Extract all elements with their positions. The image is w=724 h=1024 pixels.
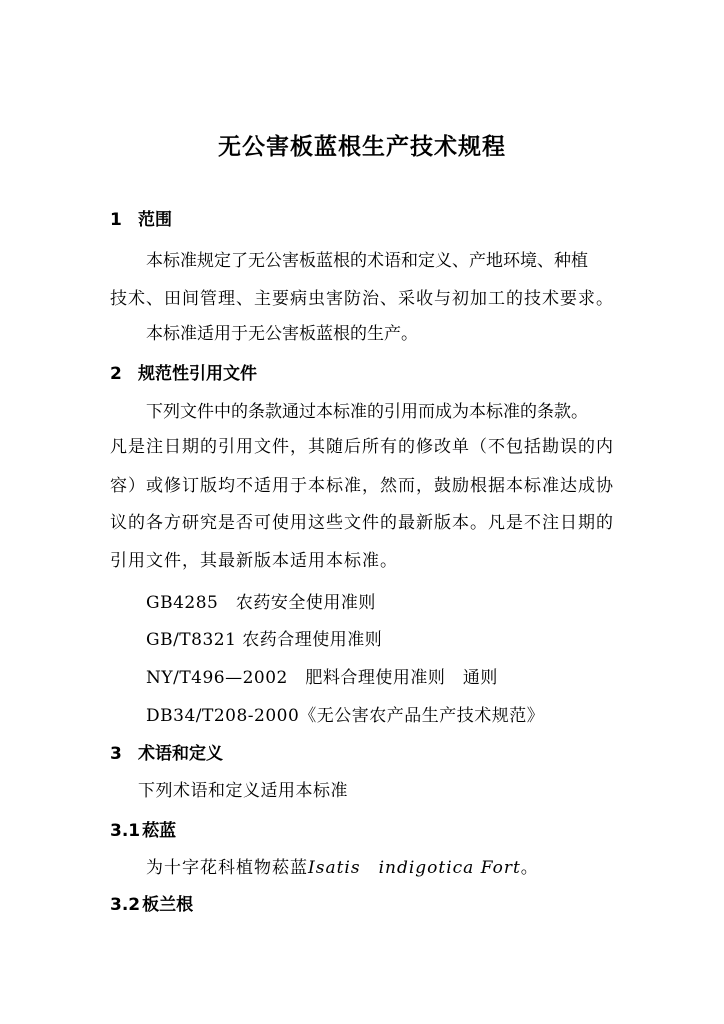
latin-name: Isatis indigotica Fort (308, 858, 521, 878)
paragraph-line: 容）或修订版均不适用于本标准，然而，鼓励根据本标准达成协 (110, 476, 614, 496)
subsection-title: 板兰根 (142, 895, 194, 915)
paragraph-line: 引用文件，其最新版本适用本标准。 (110, 551, 398, 571)
section-number: 2 (110, 364, 122, 384)
section-number: 1 (110, 210, 122, 230)
paragraph-line: 凡是注日期的引用文件，其随后所有的修改单（不包括勘误的内 (110, 437, 614, 457)
section-1-heading (110, 209, 172, 231)
section-title: 范围 (138, 210, 172, 230)
section-number: 3 (110, 744, 122, 764)
subsection-3-2-heading (110, 894, 193, 916)
subsection-title: 菘蓝 (142, 821, 177, 841)
reference-item: DB34/T208-2000《无公害农产品生产技术规范》 (146, 706, 545, 726)
section-title: 术语和定义 (138, 744, 223, 764)
section-title: 规范性引用文件 (138, 364, 257, 384)
paragraph-line: 本标准规定了无公害板蓝根的术语和定义、产地环境、种植 (146, 251, 588, 271)
section-3-heading (110, 743, 223, 765)
definition-line (146, 857, 538, 879)
paragraph-line: 下列术语和定义适用本标准 (138, 781, 348, 801)
subsection-number: 3.1 (110, 821, 141, 841)
section-2-heading (110, 363, 257, 385)
paragraph-line: 下列文件中的条款通过本标准的引用而成为本标准的条款。 (146, 402, 588, 422)
paragraph-line: 技术、田间管理、主要病虫害防治、采收与初加工的技术要求。 (110, 289, 614, 309)
reference-item: NY/T496—2002 肥料合理使用准则 通则 (146, 668, 498, 688)
subsection-3-1-heading (110, 820, 176, 842)
definition-text-end: 。 (520, 858, 538, 878)
definition-text: 为十字花科植物菘蓝 (146, 858, 308, 878)
document-title: 无公害板蓝根生产技术规程 (218, 134, 506, 160)
reference-item: GB/T8321 农药合理使用准则 (146, 630, 383, 650)
paragraph-line: 本标准适用于无公害板蓝根的生产。 (146, 324, 418, 344)
paragraph-line: 议的各方研究是否可使用这些文件的最新版本。凡是不注日期的 (110, 513, 614, 533)
subsection-number: 3.2 (110, 895, 141, 915)
reference-item: GB4285 农药安全使用准则 (146, 593, 376, 613)
